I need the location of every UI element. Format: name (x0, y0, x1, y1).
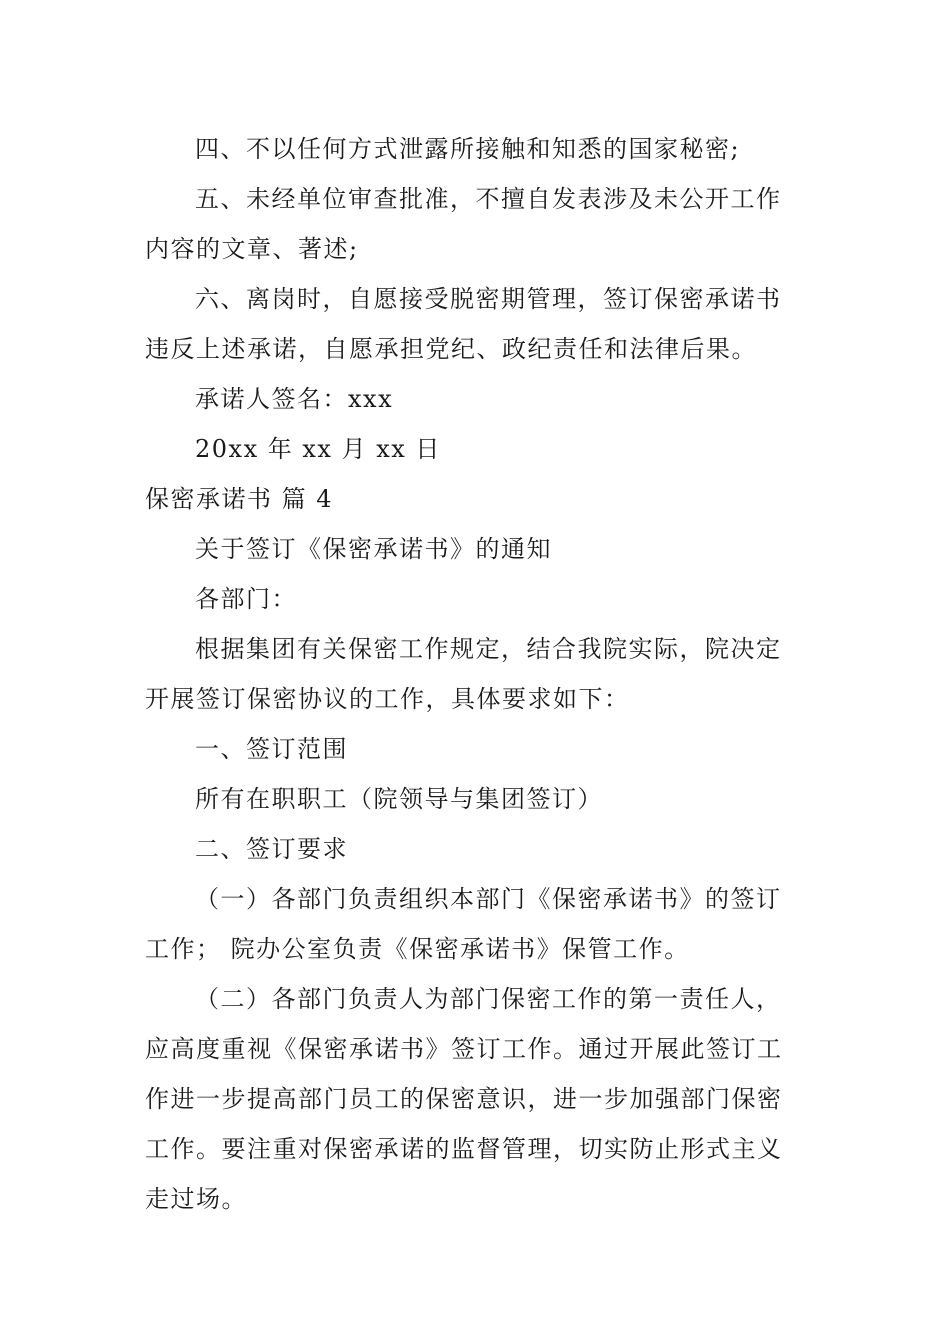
text-line: （二）各部门负责人为部门保密工作的第一责任人， (195, 985, 782, 1013)
text-line: 内容的文章、著述; (145, 235, 359, 263)
text-line: 五、未经单位审查批准，不擅自发表涉及未公开工作 (195, 185, 782, 213)
salutation (145, 574, 810, 624)
text-line: 四、不以任何方式泄露所接触和知悉的国家秘密; (195, 135, 741, 163)
text-line: 20xx 年 xx 月 xx 日 (195, 435, 441, 463)
paragraph-clause-4 (145, 124, 810, 174)
text-line: 根据集团有关保密工作规定，结合我院实际，院决定 (195, 635, 782, 663)
text-line: 违反上述承诺，自愿承担党纪、政纪责任和法律后果。 (145, 335, 757, 363)
notice-title (145, 524, 810, 574)
text-line: 所有在职职工（院领导与集团签订） (195, 785, 603, 813)
text-line: 一、签订范围 (195, 735, 348, 763)
paragraph-requirement-1 (145, 874, 810, 974)
section-heading (145, 474, 810, 524)
text-line: 走过场。 (145, 1185, 247, 1213)
text-line: 六、离岗时，自愿接受脱密期管理，签订保密承诺书 (195, 285, 782, 313)
subheading-scope (145, 724, 810, 774)
text-line: 二、签订要求 (195, 835, 348, 863)
document-body (145, 124, 810, 1224)
signature-line (145, 374, 810, 424)
text-line: 开展签订保密协议的工作，具体要求如下： (145, 685, 630, 713)
paragraph-clause-6 (145, 274, 810, 374)
text-line: 各部门： (195, 585, 297, 613)
paragraph-clause-5 (145, 174, 810, 274)
paragraph-intro (145, 624, 810, 724)
text-line: 作进一步提高部门员工的保密意识，进一步加强部门保密 (145, 1085, 783, 1113)
text-line: 应高度重视《保密承诺书》签订工作。通过开展此签订工 (145, 1035, 783, 1063)
text-line: 工作； 院办公室负责《保密承诺书》保管工作。 (145, 935, 690, 963)
paragraph-requirement-2 (145, 974, 810, 1224)
text-line: 关于签订《保密承诺书》的通知 (195, 535, 552, 563)
paragraph-scope (145, 774, 810, 824)
text-line: （一）各部门负责组织本部门《保密承诺书》的签订 (195, 885, 782, 913)
subheading-requirements (145, 824, 810, 874)
date-line (145, 424, 810, 474)
text-line: 工作。要注重对保密承诺的监督管理，切实防止形式主义 (145, 1135, 783, 1163)
text-line: 承诺人签名：xxx (195, 385, 394, 413)
text-line: 保密承诺书 篇 4 (145, 485, 334, 513)
